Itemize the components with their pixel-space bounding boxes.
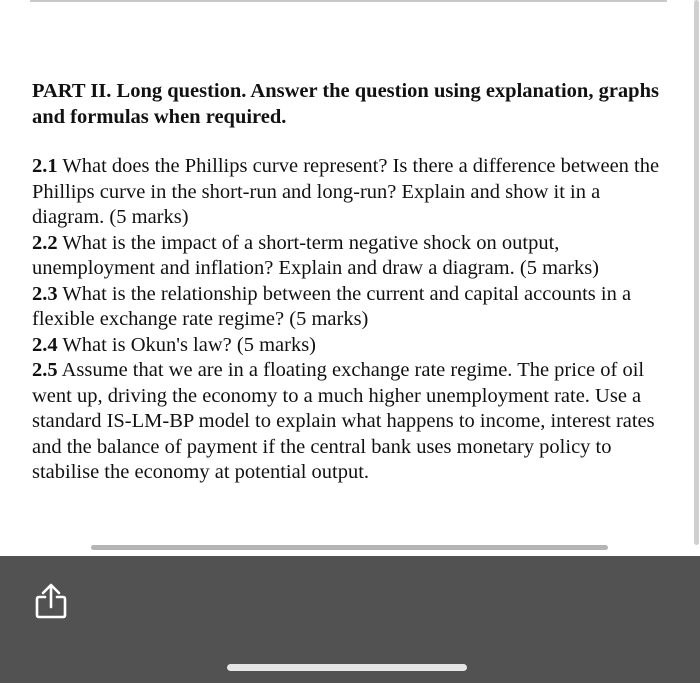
share-button[interactable] — [33, 582, 69, 620]
share-icon — [33, 582, 69, 620]
question-item — [32, 154, 668, 231]
question-number: 2.5 — [32, 359, 58, 381]
question-text: What does the Phillips curve represent? Is there a difference between the Phillips curve in the short-run and long-run? Explain and show it in a diagram. (5 marks) — [32, 155, 660, 228]
question-text: What is Okun's law? (5 marks) — [62, 333, 317, 356]
part-heading: PART II. Long question. Answer the question using explanation, graphs and formulas when required. — [32, 80, 659, 128]
question-item — [32, 333, 668, 359]
vertical-scroll-indicator[interactable] — [694, 0, 699, 545]
top-divider — [30, 0, 667, 2]
document-body — [32, 78, 668, 486]
question-number: 2.3 — [32, 282, 58, 305]
question-number: 2.1 — [32, 155, 58, 177]
bottom-toolbar — [0, 556, 700, 683]
question-number: 2.4 — [32, 333, 58, 356]
question-item — [32, 282, 668, 333]
horizontal-scroll-bar[interactable] — [91, 545, 608, 550]
question-text: What is the relationship between the current and capital accounts in a flexible exchange rate regime? (5 marks) — [32, 282, 632, 330]
question-number: 2.2 — [32, 231, 58, 254]
question-item — [32, 231, 668, 282]
question-text: What is the impact of a short-term negative shock on output, unemployment and inflation? Explain and draw a diagram. (5 marks) — [32, 231, 599, 279]
question-item — [32, 358, 668, 486]
question-text: Assume that we are in a floating exchange rate regime. The price of oil went up, driving the economy to a much higher unemployment rate. Use a standard IS-LM-BP model to explain what happens to income, interest rates and the balance of payment if the central bank uses monetary policy to stabilise the economy at potential output. — [32, 359, 655, 483]
home-indicator[interactable] — [227, 664, 467, 671]
